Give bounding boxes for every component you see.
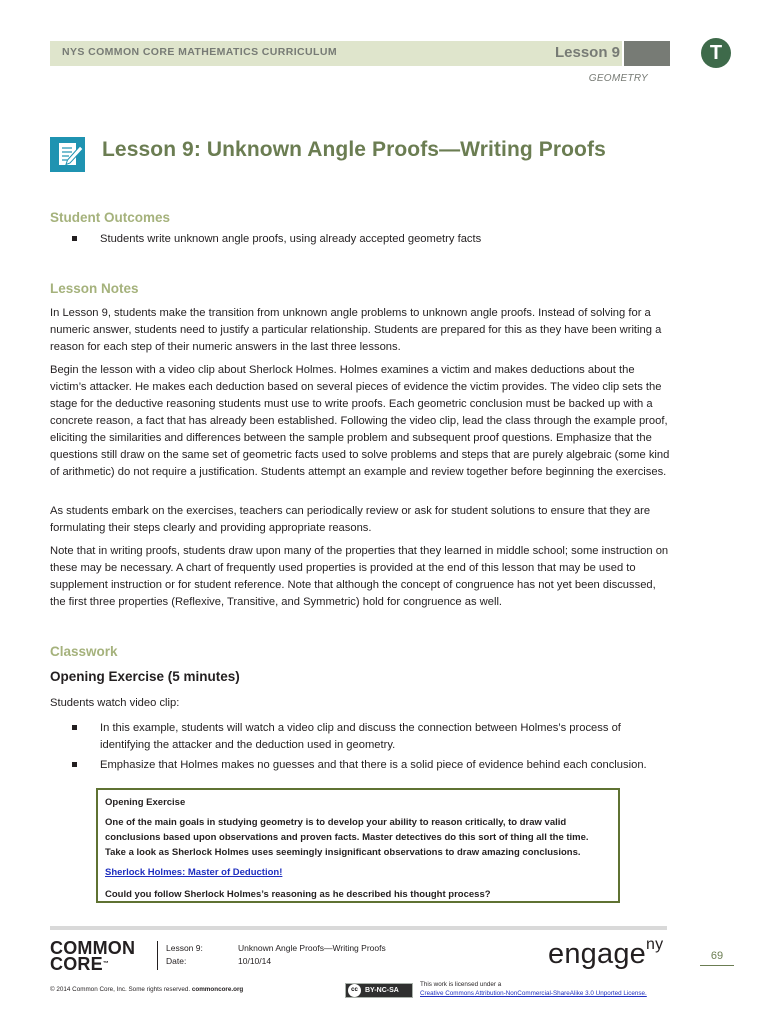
copyright-notice: © 2014 Common Core, Inc. Some rights reserved. commoncore.org [50, 986, 244, 993]
footer-rule [50, 926, 667, 930]
lesson-notes-paragraph-1: In Lesson 9, students make the transition from unknown angle problems to unknown angle proofs. Instead of solving for a numeric answer, students need to justify a particular relationship. Students are prepared for this as they have been writing a reason for each step of their numeric answers in the last three lessons. [50, 307, 662, 353]
classwork-bullet-1: In this example, students will watch a video clip and discuss the connection between Holmes’s process of identifying the attacker and the deduction used in geometry. [72, 720, 672, 754]
footer-date-value: 10/10/14 [238, 956, 272, 966]
cc-icon: cc [348, 984, 361, 997]
license-link[interactable]: Creative Commons Attribution-NonCommercial-ShareAlike 3.0 Unported License. [420, 990, 647, 997]
classwork-intro: Students watch video clip: [50, 697, 180, 709]
opening-exercise-box [96, 788, 620, 903]
footer-date-label: Date: [166, 956, 187, 966]
lesson-notes-paragraph-3: As students embark on the exercises, teachers can periodically review or ask for student solutions to ensure that they are formulating their steps clearly and providing appropriate reasons. [50, 505, 651, 534]
footer-divider [157, 941, 158, 970]
classwork-heading: Classwork [50, 644, 118, 659]
lesson-notes-paragraph-2: Begin the lesson with a video clip about Sherlock Holmes. Holmes examines a victim and makes deductions about the victim’s attacker. He makes each deduction based on several pieces of evidence the victim provides. The video clip sets the stage for the deductive reasoning students must use to write proofs. Each geometric conclusion must be backed up with a concrete reason, a fact that has already been established. Following the video clip, lead the class through the example proof, eliciting the similarities and differences between the sample problem and subsequent proof questions. Emphasize that the questions still draw on the same set of geometric facts used to solve problems and steps that are purely algebraic (some kind of arithmetic) do not require a justification. Students attempt an example and review together before beginning the exercises. [50, 364, 670, 478]
bullet-icon [72, 725, 77, 730]
teacher-badge: T [701, 38, 731, 68]
license-intro: This work is licensed under a [420, 981, 502, 988]
lesson-notes-heading: Lesson Notes [50, 281, 139, 296]
lesson-notes-paragraph-4: Note that in writing proofs, students draw upon many of the properties that they learned in middle school; some instruction on these may be necessary. A chart of frequently used properties is provided at the end of this lesson that may be used to supplement instruction or for student reference. Note that although the concept of congruence has not yet been discussed, the first three properties (Reflexive, Transitive, and Symmetric) hold for congruence as well. [50, 545, 669, 608]
notebook-pencil-icon [50, 137, 85, 172]
student-outcomes-heading: Student Outcomes [50, 210, 171, 225]
subject-label: GEOMETRY [588, 73, 648, 84]
sherlock-video-link[interactable]: Sherlock Holmes: Master of Deduction! [105, 867, 283, 878]
opening-exercise-heading: Opening Exercise (5 minutes) [50, 669, 240, 684]
exercise-box-question: Could you follow Sherlock Holmes’s reasoning as he described his thought process? [105, 889, 491, 900]
bullet-icon [72, 236, 77, 241]
header-lesson-label: Lesson 9 [554, 44, 620, 61]
page-number: 69 [700, 950, 734, 966]
classwork-bullet-2: Emphasize that Holmes makes no guesses and that there is a solid piece of evidence behind each conclusion. [72, 757, 672, 774]
exercise-box-text: One of the main goals in studying geometry is to develop your ability to reason critically, to draw valid conclusions based upon observations and proven facts. Master detectives do this sort of thing all the time. Take a look as Sherlock Holmes uses seemingly insignificant observations to draw amazing conclusions. [105, 817, 589, 858]
page-title: Lesson 9: Unknown Angle Proofs—Writing Proofs [102, 138, 606, 161]
creative-commons-badge[interactable]: cc BY-NC-SA [345, 983, 413, 998]
engageny-logo: engage$^{ny}$ [548, 936, 664, 970]
exercise-box-title: Opening Exercise [105, 797, 186, 808]
curriculum-label: NYS COMMON CORE MATHEMATICS CURRICULUM [62, 46, 337, 58]
footer-lesson-value: Unknown Angle Proofs—Writing Proofs [238, 943, 386, 953]
footer-lesson-label: Lesson 9: [166, 943, 203, 953]
common-core-logo: COMMON CORE™ [50, 938, 136, 974]
outcome-bullet: Students write unknown angle proofs, using already accepted geometry facts [72, 231, 672, 248]
header-accent-block [624, 41, 670, 66]
bullet-icon [72, 762, 77, 767]
